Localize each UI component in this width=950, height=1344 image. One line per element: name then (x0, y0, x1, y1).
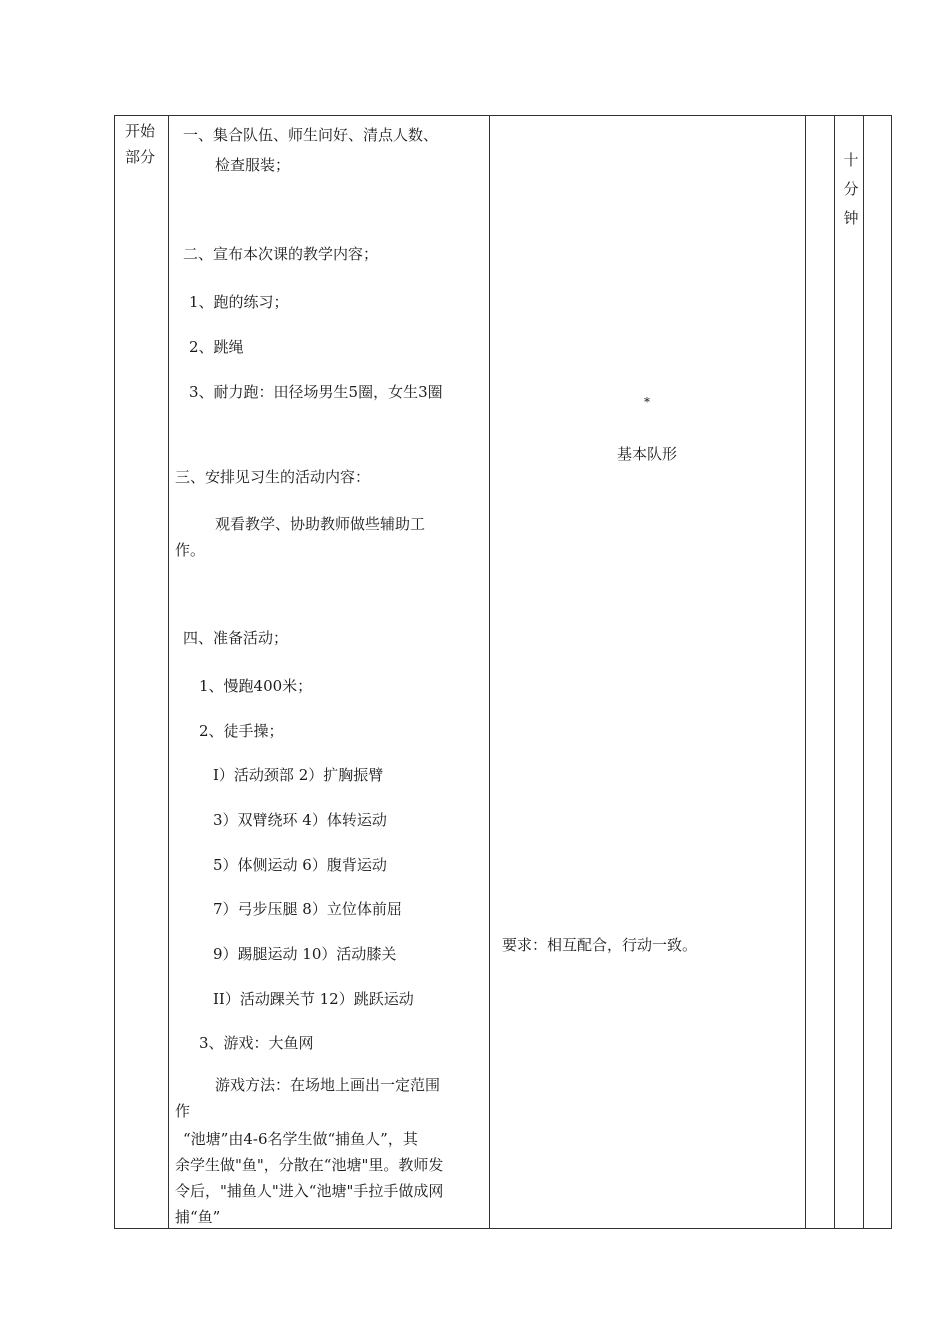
game-text: “池塘”由4-6名学生做“捕鱼人”，其 (183, 1130, 418, 1148)
section-4-item: 1、慢跑400米； (199, 677, 313, 695)
game-title: 3、游戏：大鱼网 (199, 1034, 314, 1052)
section-1-continued: 检查服装； (215, 156, 291, 174)
section-4-title: 四、准备活动； (183, 629, 289, 647)
exercise-item: 3）双臂绕环 4）体转运动 (213, 811, 387, 829)
formation-label: 基本队形 (616, 445, 677, 463)
column-divider (489, 116, 490, 1228)
game-text: 作 (175, 1102, 191, 1120)
time-label: 十分钟 (843, 151, 859, 227)
section-3-line: 观看教学、协助教师做些辅助工 (215, 515, 426, 533)
section-2-item: 1、跑的练习； (189, 293, 289, 311)
game-text: 游戏方法：在场地上画出一定范围 (215, 1076, 441, 1094)
lesson-plan-table (114, 115, 892, 1229)
exercise-item: I）活动颈部 2）扩胸振臂 (213, 766, 384, 784)
game-text: 余学生做"鱼"，分散在“池塘"里。教师发 (175, 1156, 444, 1174)
column-divider (168, 116, 169, 1228)
formation-marker: * (644, 395, 650, 409)
section-2-title: 二、宣布本次课的教学内容； (183, 245, 379, 263)
requirement-text: 要求：相互配合，行动一致。 (502, 936, 698, 954)
game-text: 捕“鱼” (175, 1208, 221, 1226)
column-divider (805, 116, 806, 1228)
column-divider (834, 116, 835, 1228)
section-4-item: 2、徒手操； (199, 722, 284, 740)
exercise-item: 9）踢腿运动 10）活动膝关 (213, 945, 397, 963)
column-divider (863, 116, 864, 1228)
game-text: 令后，"捕鱼人"进入“池塘"手拉手做成网 (175, 1182, 444, 1200)
exercise-item: 7）弓步压腿 8）立位体前屈 (213, 900, 402, 918)
section-3-title: 三、安排见习生的活动内容： (175, 468, 371, 486)
section-1-title: 一、集合队伍、师生问好、清点人数、 (183, 126, 439, 144)
exercise-item: 5）体侧运动 6）腹背运动 (213, 856, 387, 874)
section-2-item: 3、耐力跑：田径场男生5圈，女生3圈 (189, 383, 443, 401)
section-label: 开始部分 (125, 122, 156, 166)
exercise-item: II）活动踝关节 12）跳跃运动 (213, 990, 414, 1008)
section-2-item: 2、跳绳 (189, 338, 244, 356)
section-3-line: 作。 (175, 541, 206, 559)
